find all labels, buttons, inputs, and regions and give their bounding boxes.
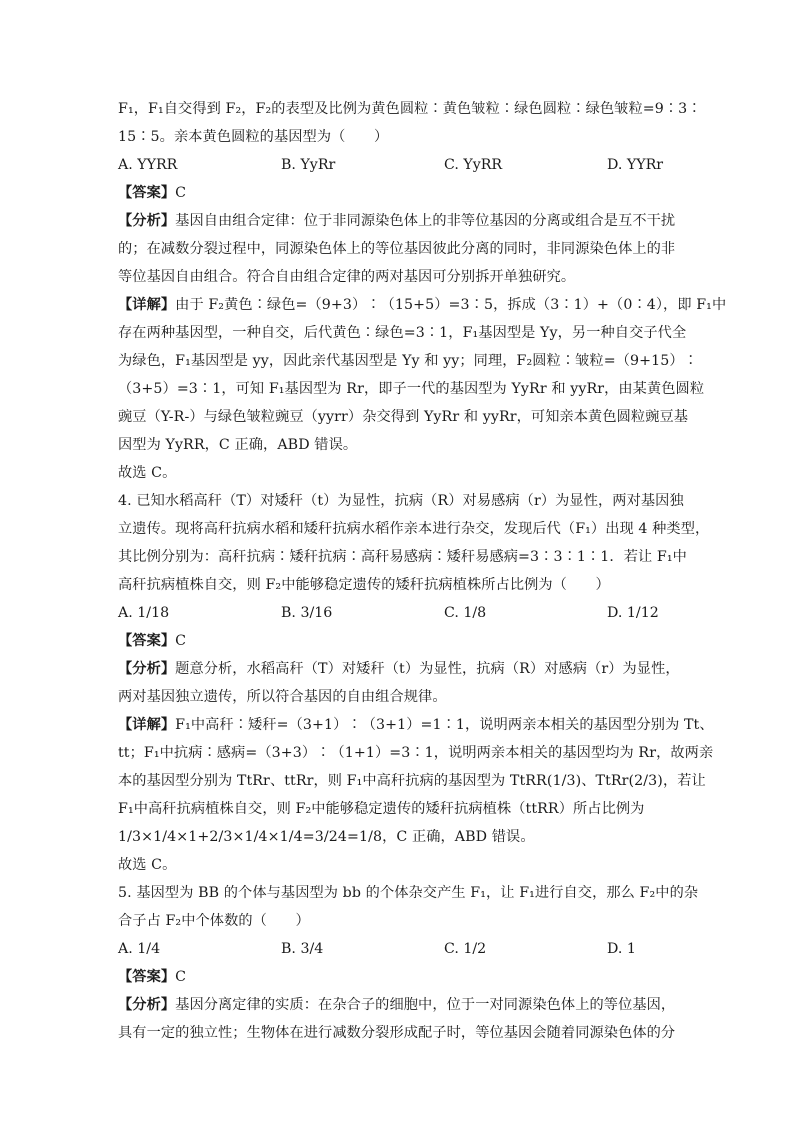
q3-option-d: D. YYRr bbox=[607, 157, 664, 173]
q3-option-b: B. YyRr bbox=[281, 157, 336, 173]
q4-option-a: A. 1/18 bbox=[118, 605, 170, 621]
q4-option-c: C. 1/8 bbox=[444, 605, 487, 621]
detail-tag: 【详解】 bbox=[118, 717, 176, 733]
q5-stem-line-2: 合子占 F₂中个体数的（ ） bbox=[118, 913, 310, 929]
analysis-text: 基因分离定律的实质：在杂合子的细胞中，位于一对同源染色体上的等位基因， bbox=[175, 997, 676, 1013]
q3-detail-line-1 bbox=[118, 291, 727, 319]
analysis-text: 基因自由组合定律：位于非同源染色体上的非等位基因的分离或组合是互不干扰 bbox=[175, 213, 676, 229]
answer-tag: 【答案】 bbox=[118, 969, 176, 985]
q4-detail-line-2: tt；F₁中抗病∶感病=（3+3）∶（1+1）=3∶1，说明两亲本相关的基因型均为 Rr，故两亲 bbox=[118, 745, 714, 761]
q3-detail-line-2: 存在两种基因型，一种自交，后代黄色∶绿色=3∶1，F₁基因型是 Yy，另一种自交子代全 bbox=[118, 325, 687, 341]
q5-option-d: D. 1 bbox=[607, 941, 636, 957]
q5-option-a: A. 1/4 bbox=[118, 941, 161, 957]
q3-analysis-line-2: 的；在减数分裂过程中，同源染色体上的等位基因彼此分离的同时，非同源染色体上的非 bbox=[118, 241, 676, 257]
q5-analysis-line-1 bbox=[118, 991, 678, 1019]
q5-options bbox=[118, 935, 678, 963]
q3-stem-line-1: F₁，F₁自交得到 F₂，F₂的表型及比例为黄色圆粒∶黄色皱粒∶绿色圆粒∶绿色皱粒=9∶3∶ bbox=[118, 101, 702, 117]
q3-option-c: C. YyRR bbox=[444, 157, 503, 173]
analysis-text: 题意分析，水稻高秆（T）对矮秆（t）为显性，抗病（R）对感病（r）为显性， bbox=[175, 661, 680, 677]
answer-tag: 【答案】 bbox=[118, 633, 176, 649]
analysis-tag: 【分析】 bbox=[118, 997, 176, 1013]
q3-conclusion: 故选 C。 bbox=[118, 465, 177, 481]
q4-answer bbox=[118, 627, 678, 655]
q3-options bbox=[118, 151, 678, 179]
page-content bbox=[118, 95, 727, 1047]
detail-text: 由于 F₂黄色∶绿色=（9+3）∶（15+5）=3∶5，拆成（3∶1）+（0∶4），即 F₁中 bbox=[175, 297, 727, 313]
q4-conclusion: 故选 C。 bbox=[118, 857, 177, 873]
q5-option-b: B. 3/4 bbox=[281, 941, 324, 957]
q4-option-b: B. 3/16 bbox=[281, 605, 333, 621]
answer-value: C bbox=[175, 185, 187, 201]
q3-answer bbox=[118, 179, 678, 207]
q4-detail-line-5: 1/3×1/4×1+2/3×1/4×1/4=3/24=1/8，C 正确，ABD 错误。 bbox=[118, 829, 535, 845]
q4-option-d: D. 1/12 bbox=[607, 605, 659, 621]
detail-tag: 【详解】 bbox=[118, 297, 176, 313]
q4-analysis-line-1 bbox=[118, 655, 678, 683]
q3-detail-line-6: 因型为 YyRR，C 正确，ABD 错误。 bbox=[118, 437, 358, 453]
q4-stem-line-1: 4. 已知水稻高秆（T）对矮秆（t）为显性，抗病（R）对易感病（r）为显性，两对基因独 bbox=[118, 493, 684, 509]
q4-analysis-line-2: 两对基因独立遗传，所以符合基因的自由组合规律。 bbox=[118, 689, 447, 705]
q4-stem-line-3: 其比例分别为：高秆抗病∶矮秆抗病∶高秆易感病∶矮秆易感病=3∶3∶1∶1．若让 F₁中 bbox=[118, 549, 687, 565]
answer-value: C bbox=[175, 969, 187, 985]
q5-analysis-line-2: 具有一定的独立性；生物体在进行减数分裂形成配子时，等位基因会随着同源染色体的分 bbox=[118, 1025, 676, 1041]
q3-detail-line-3: 为绿色，F₁基因型是 yy，因此亲代基因型是 Yy 和 yy；同理，F₂圆粒∶皱粒=（9+15）∶ bbox=[118, 353, 698, 369]
detail-text: F₁中高秆∶矮秆=（3+1）∶（3+1）=1∶1，说明两亲本相关的基因型分别为 Tt、 bbox=[175, 717, 714, 733]
q3-analysis-line-1 bbox=[118, 207, 678, 235]
q3-detail-line-4: （3+5）=3∶1，可知 F₁基因型为 Rr，即子一代的基因型为 YyRr 和 yyRr，由某黄色圆粒 bbox=[118, 381, 705, 397]
q4-detail-line-4: F₁中高秆抗病植株自交，则 F₂中能够稳定遗传的矮秆抗病植株（ttRR）所占比例为 bbox=[118, 801, 645, 817]
q5-stem-line-1: 5. 基因型为 BB 的个体与基因型为 bb 的个体杂交产生 F₁，让 F₁进行自交，那么 F₂中的杂 bbox=[118, 885, 699, 901]
q4-detail-line-1 bbox=[118, 711, 714, 739]
q5-option-c: C. 1/2 bbox=[444, 941, 487, 957]
answer-value: C bbox=[175, 633, 187, 649]
analysis-tag: 【分析】 bbox=[118, 661, 176, 677]
q3-stem-line-2: 15∶5。亲本黄色圆粒的基因型为（ ） bbox=[118, 129, 389, 145]
answer-tag: 【答案】 bbox=[118, 185, 176, 201]
q4-stem-line-2: 立遗传。现将高秆抗病水稻和矮秆抗病水稻作亲本进行杂交，发现后代（F₁）出现 4 种类型， bbox=[118, 521, 710, 537]
q3-option-a: A. YYRR bbox=[118, 157, 178, 173]
q5-answer bbox=[118, 963, 678, 991]
q4-stem-line-4: 高秆抗病植株自交，则 F₂中能够稳定遗传的矮秆抗病植株所占比例为（ ） bbox=[118, 577, 610, 593]
q4-options bbox=[118, 599, 678, 627]
analysis-tag: 【分析】 bbox=[118, 213, 176, 229]
q3-analysis-line-3: 等位基因自由组合。符合自由组合定律的两对基因可分别拆开单独研究。 bbox=[118, 269, 576, 285]
q3-detail-line-5: 豌豆（Y-R-）与绿色皱粒豌豆（yyrr）杂交得到 YyRr 和 yyRr，可知亲本黄色圆粒豌豆基 bbox=[118, 409, 689, 425]
q4-detail-line-3: 本的基因型分别为 TtRr、ttRr，则 F₁中高秆抗病的基因型为 TtRR(1/3)、TtRr(2/3)，若让 bbox=[118, 773, 706, 789]
